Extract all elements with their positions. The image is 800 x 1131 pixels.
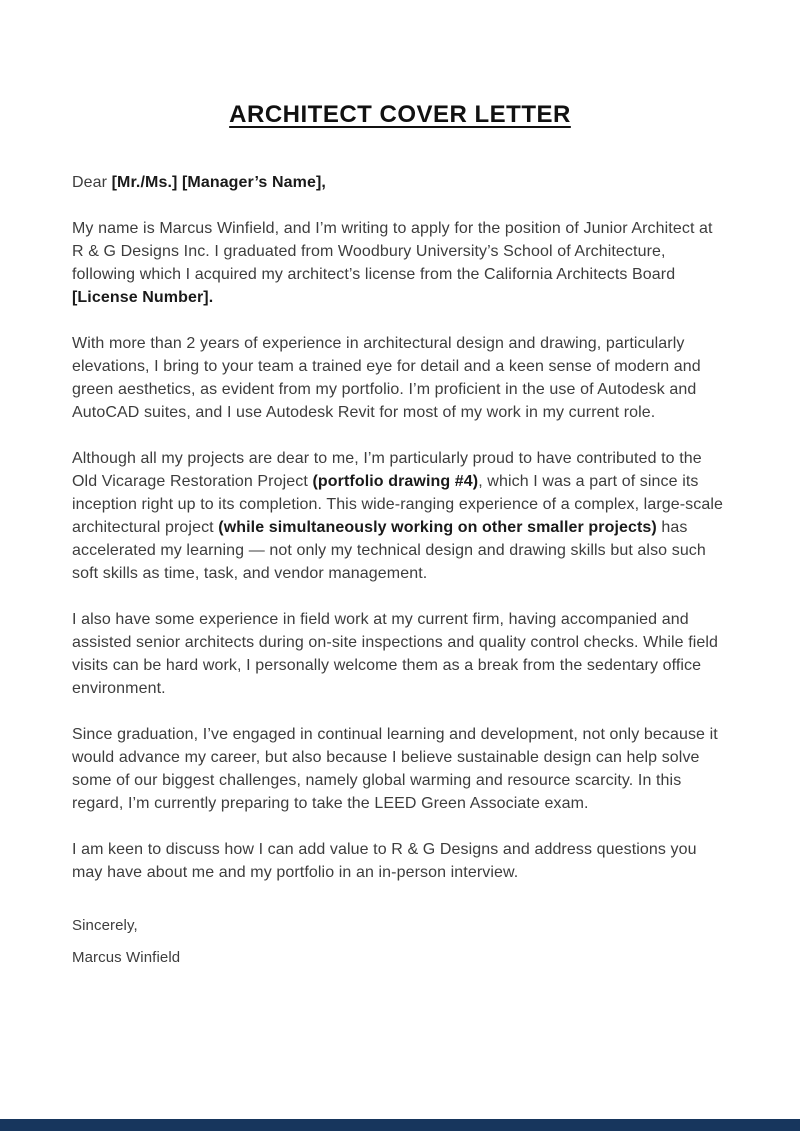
bold-text-run: (portfolio drawing #4) bbox=[312, 473, 479, 490]
valediction: Sincerely, bbox=[72, 917, 138, 934]
paragraph-projects bbox=[72, 447, 728, 585]
footer-accent-bar bbox=[0, 1119, 800, 1131]
paragraph-call-to-action bbox=[72, 838, 728, 884]
bold-text-run: [License Number]. bbox=[72, 289, 214, 306]
text-run: Since graduation, I’ve engaged in continual learning and development, not only because it would advance my career, but also because I believe sustainable design can help solve some of our biggest challenges, namely global warming and resource scarcity. In this regard, I’m currently preparing to take the LEED Green Associate exam. bbox=[72, 726, 718, 812]
bold-text-run: (while simultaneously working on other smaller projects) bbox=[218, 519, 657, 536]
text-run: Although all my projects are dear to me, I’m particularly proud to have contributed to the Old Vicarage Restoration Project bbox=[72, 450, 702, 490]
text-run: I also have some experience in field work at my current firm, having accompanied and assisted senior architects during on-site inspections and quality control checks. While field visits can be hard work, I personally welcome them as a break from the sedentary office environment. bbox=[72, 611, 719, 697]
paragraph-introduction bbox=[72, 217, 728, 309]
paragraph-experience bbox=[72, 332, 728, 424]
paragraph-learning bbox=[72, 723, 728, 815]
text-run: With more than 2 years of experience in architectural design and drawing, particularly elevations, I bring to your team a trained eye for detail and a keen sense of modern and green aesthetics, as evident from my portfolio. I’m proficient in the use of Autodesk and AutoCAD suites, and I use Autodesk Revit for most of my work in my current role. bbox=[72, 335, 701, 421]
text-run: has accelerated my learning — not only my technical design and drawing skills but also such soft skills as time, task, and vendor management. bbox=[72, 519, 706, 582]
paragraph-field-work bbox=[72, 608, 728, 700]
text-run: , which I was a part of since its inception right up to its completion. This wide-ranging experience of a complex, large-scale architectural project bbox=[72, 473, 724, 536]
letter-title: ARCHITECT COVER LETTER bbox=[229, 101, 571, 128]
bold-text-run: [Mr./Ms.] [Manager’s Name], bbox=[111, 174, 326, 191]
text-run: Dear bbox=[72, 174, 112, 191]
signature-name: Marcus Winfield bbox=[72, 949, 181, 966]
text-run: I am keen to discuss how I can add value to R & G Designs and address questions you may have about me and my portfolio in an in-person interview. bbox=[72, 841, 697, 881]
text-run: My name is Marcus Winfield, and I’m writing to apply for the position of Junior Architect at R & G Designs Inc. I graduated from Woodbury University’s School of Architecture, following which I acquired my architect’s license from the California Architects Board bbox=[72, 220, 713, 283]
salutation-line bbox=[72, 171, 728, 194]
